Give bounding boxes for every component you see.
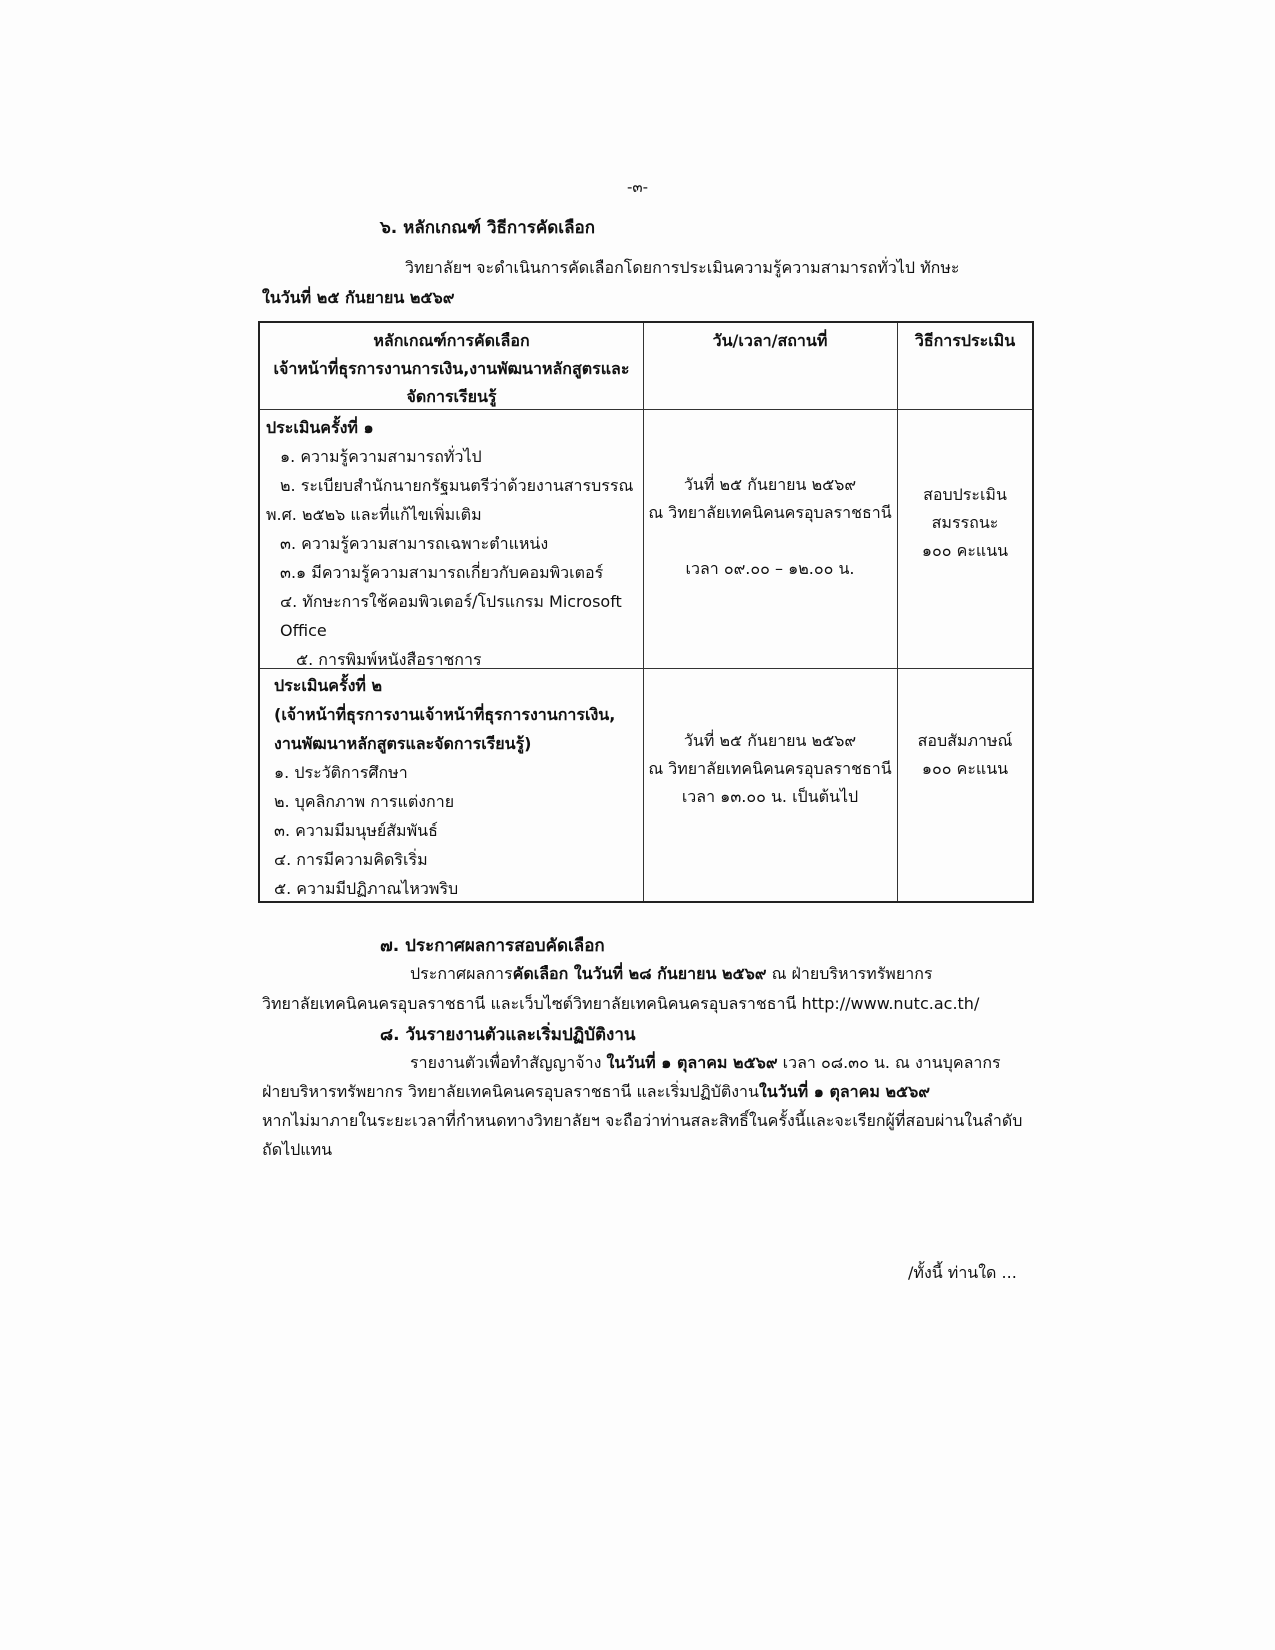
round1-blank	[643, 527, 897, 555]
header-criteria-line1: หลักเกณฑ์การคัดเลือก	[373, 331, 530, 350]
header-criteria	[260, 327, 643, 411]
section8-line1-bold: ในวันที่ ๑ ตุลาคม ๒๕๖๙	[606, 1053, 778, 1072]
section6-intro-line2: ในวันที่ ๒๕ กันยายน ๒๕๖๙	[262, 288, 455, 307]
round1-date: วันที่ ๒๕ กันยายน ๒๕๖๙	[683, 475, 857, 494]
header-criteria-line2: เจ้าหน้าที่ธุรการงานการเงิน,งานพัฒนาหลักสูตรและ	[273, 359, 630, 378]
list-item: พ.ศ. ๒๕๒๖ และที่แก้ไขเพิ่มเติม	[266, 505, 482, 524]
section8-line2-bold: ในวันที่ ๑ ตุลาคม ๒๕๖๙	[758, 1082, 931, 1101]
round2-subtitle2: งานพัฒนาหลักสูตรและจัดการเรียนรู้)	[274, 734, 532, 753]
round2-datetime	[643, 727, 897, 811]
round2-place: ณ วิทยาลัยเทคนิคนครอุบลราชธานี	[648, 759, 892, 778]
round2-subtitle1: (เจ้าหน้าที่ธุรการงานเจ้าหน้าที่ธุรการงานการเงิน,	[274, 705, 616, 724]
round1-method-line2: สมรรถนะ	[931, 513, 999, 532]
header-method-label: วิธีการประเมิน	[914, 331, 1016, 350]
page-number: -๓-	[626, 178, 649, 196]
section8-line1-post: เวลา ๐๘.๓๐ น. ณ งานบุคลากร	[777, 1053, 1001, 1072]
section8-line2-text: ฝ่ายบริหารทรัพยากร วิทยาลัยเทคนิคนครอุบลราชธานี และเริ่มปฏิบัติงาน	[262, 1082, 759, 1101]
round1-criteria	[266, 413, 633, 674]
round2-method-line2: ๑๐๐ คะแนน	[921, 759, 1009, 778]
round2-method-line1: สอบสัมภาษณ์	[917, 731, 1013, 750]
round2-criteria	[274, 671, 615, 903]
round2-title: ประเมินครั้งที่ ๒	[274, 676, 383, 695]
round1-place: ณ วิทยาลัยเทคนิคนครอุบลราชธานี	[648, 503, 892, 522]
section8-heading: ๘. วันรายงานตัวและเริ่มปฏิบัติงาน	[380, 1025, 636, 1045]
list-item: ๓.๑ มีความรู้ความสามารถเกี่ยวกับคอมพิวเตอร์	[280, 563, 604, 582]
header-criteria-line3: จัดการเรียนรู้	[406, 387, 497, 406]
criteria-table	[258, 321, 1034, 903]
round1-datetime	[643, 471, 897, 583]
header-datetime-label: วัน/เวลา/สถานที่	[712, 331, 828, 350]
list-item: ๕. การพิมพ์หนังสือราชการ	[296, 650, 482, 669]
round2-date: วันที่ ๒๕ กันยายน ๒๕๖๙	[683, 731, 857, 750]
list-item: ๓. ความรู้ความสามารถเฉพาะตำแหน่ง	[280, 534, 549, 553]
list-item: Office	[280, 621, 327, 640]
list-item: ๓. ความมีมนุษย์สัมพันธ์	[274, 821, 438, 840]
list-item: ๔. การมีความคิดริเริ่ม	[274, 850, 428, 869]
list-item: ๒. ระเบียบสำนักนายกรัฐมนตรีว่าด้วยงานสารบรรณ	[280, 476, 634, 495]
section7-line1-text: ประกาศผลการ	[410, 964, 513, 983]
round1-method	[897, 481, 1033, 565]
section6-intro-line1: วิทยาลัยฯ จะดำเนินการคัดเลือกโดยการประเมินความรู้ความสามารถทั่วไป ทักษะ	[405, 258, 960, 277]
continuation-text: /ทั้งนี้ ท่านใด ...	[908, 1263, 1017, 1282]
section8-line2	[262, 1080, 930, 1105]
section7-line2: วิทยาลัยเทคนิคนครอุบลราชธานี และเว็บไซต์วิทยาลัยเทคนิคนครอุบลราชธานี http://www.nutc.ac.th/	[262, 994, 980, 1013]
section7-line1-bold: คัดเลือก ในวันที่ ๒๘ กันยายน ๒๕๖๙	[512, 964, 767, 983]
list-item: ๒. บุคลิกภาพ การแต่งกาย	[274, 792, 455, 811]
round2-time: เวลา ๑๓.๐๐ น. เป็นต้นไป	[681, 787, 859, 806]
list-item: ๕. ความมีปฏิภาณไหวพริบ	[274, 879, 459, 898]
list-item: ๑. ความรู้ความสามารถทั่วไป	[280, 447, 482, 466]
section7-heading: ๗. ประกาศผลการสอบคัดเลือก	[380, 936, 605, 956]
list-item: ๔. ทักษะการใช้คอมพิวเตอร์/โปรแกรม Microsoft	[280, 592, 622, 611]
round2-method	[897, 727, 1033, 783]
round1-method-line3: ๑๐๐ คะแนน	[921, 541, 1009, 560]
round1-method-line1: สอบประเมิน	[923, 485, 1007, 504]
section8-line1	[410, 1051, 1001, 1076]
header-method	[897, 327, 1033, 355]
section6-heading: ๖. หลักเกณฑ์ วิธีการคัดเลือก	[380, 218, 596, 238]
list-item: ๑. ประวัติการศึกษา	[274, 763, 408, 782]
round1-time: เวลา ๐๙.๐๐ – ๑๒.๐๐ น.	[685, 559, 855, 578]
section7-line1-post: ณ ฝ่ายบริหารทรัพยากร	[766, 964, 933, 983]
section8-line1-text: รายงานตัวเพื่อทำสัญญาจ้าง	[410, 1053, 607, 1072]
section7-line1	[410, 962, 932, 987]
header-datetime	[643, 327, 897, 355]
round1-title: ประเมินครั้งที่ ๑	[266, 418, 374, 437]
section8-line4: ถัดไปแทน	[262, 1140, 333, 1159]
section8-line3: หากไม่มาภายในระยะเวลาที่กำหนดทางวิทยาลัยฯ จะถือว่าท่านสละสิทธิ์ในครั้งนี้และจะเรียกผู้ที่สอบผ่านในลำดับ	[262, 1111, 1023, 1130]
